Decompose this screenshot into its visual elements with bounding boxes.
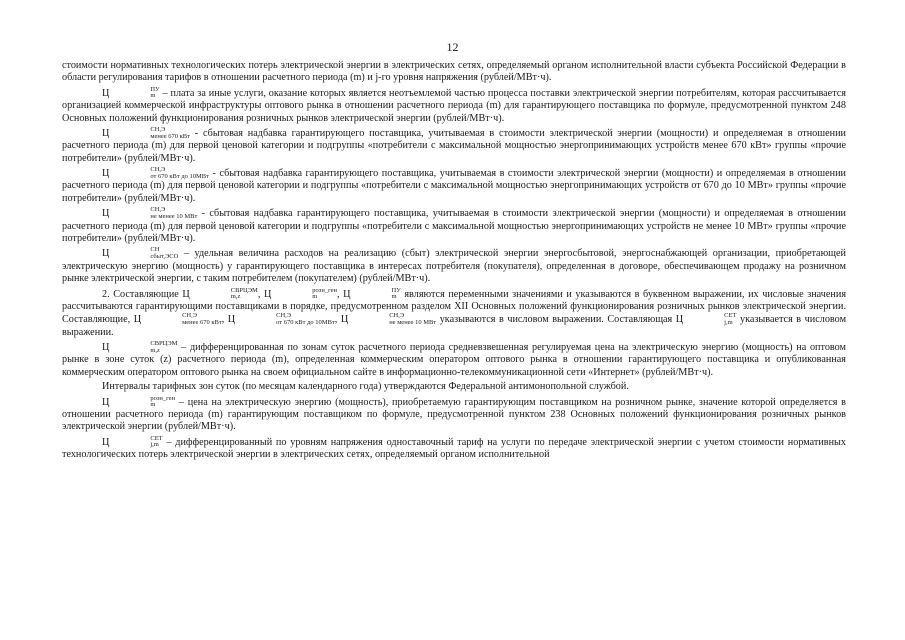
symbol-svrc-def: Ц СВРЦЭМ m,z — [102, 340, 178, 354]
paragraph-sn-670-10: Ц СН,Э от 670 кВт до 10МВт - сбытовая надбавка гарантирующего поставщика, учитываемая в стоимости электрической энергии (мощности) и определяемая в отношении расчетного периода (m) для первой ценовой категории и подгруппы «потребители с максимальной мощностью энергопринимающих устройств от 670 до 10 МВт» группы «прочие потребители» (рублей/МВт·ч). — [62, 166, 847, 204]
symbol-set-def: Ц СЕТ j,m — [102, 434, 163, 449]
symbol-sn-ge10-inline: Ц СН,Э не менее 10 МВт — [340, 312, 437, 326]
symbol-sn-670-10-inline: Ц СН,Э от 670 кВт до 10МВт — [227, 312, 335, 326]
symbol-pu-inline: Ц ПУ m — [343, 286, 401, 301]
paragraph-svrc: Ц СВРЦЭМ m,z – дифференцированная по зонам суток расчетного периода средневзвешенная регулируемая цена на электрическую энергию (мощность) на оптовом рынке в зоне суток (z) расчетного периода (m), определенная коммерческим оператором оптового рынка в отношении гарантирующего поставщика и опубликованная коммерческим оператором оптового рынка на своем официальном сайте в информационно-телекоммуникационной сети «Интернет» (рублей/МВт·ч). — [62, 340, 846, 378]
symbol-set-inline: Ц СЕТ j,m — [675, 312, 737, 326]
paragraph-intervals: Интервалы тарифных зон суток (по месяцам календарного года) утверждаются Федеральной антимонопольной службой. — [102, 381, 629, 393]
document-body — [62, 60, 846, 464]
paragraph-2: 2. Составляющие Ц СВРЦЭМ m,z , Ц розн_ген m , Ц ПУ m являются переменными значениями и указываются в буквенном выражении, их числовые значения рассчитываются гарантирующими поставщиками в порядке, предусмотренном разделом XII Основных положений функционирования розничных рынков электрической энергии. Составляющие, Ц СН,Э менее 670 кВт , Ц СН,Э от 670 кВт до 10МВт , Ц СН,Э не менее 10 МВт указываются в числовом выражении. Составляющая Ц СЕТ j,m указывается в числовом выражении. — [62, 286, 847, 338]
symbol-rozn-def: Ц розн_ген m — [102, 394, 176, 409]
symbol-rozn: Ц розн_ген m — [263, 286, 338, 301]
symbol-sn-ge10: Ц СН,Э не менее 10 МВт — [102, 206, 198, 220]
symbol-sn-lt670-inline: Ц СН,Э менее 670 кВт — [133, 312, 222, 326]
paragraph-1: стоимости нормативных технологических потерь электрической энергии в электрических сетях, определяемый органом исполнительной власти субъекта Российской Федерации в области регулирования тарифов в отношении расчетного периода (m) и j-го уровня напряжения (рублей/МВт·ч). — [62, 60, 846, 84]
symbol-pu: Ц ПУ m — [102, 85, 160, 100]
paragraph-sbyt: Ц СН сбыт,ЭСО – удельная величина расходов на реализацию (сбыт) электрической энергии энергосбытовой, энергоснабжающей организации, приобретающей электрическую энергию (мощность) у гарантирующего поставщика в интересах потребителя (покупателя), определенная в договоре, обеспечивающем продажу на розничном рынке электрической энергии, с таким потребителем (покупателем) (рублей/МВт·ч). — [62, 246, 846, 285]
paragraph-set: Ц СЕТ j,m – дифференцированный по уровням напряжения одноставочный тариф на услуги по передаче электрической энергии с учетом стоимости нормативных технологических потерь электрической энергии в электрических сетях, определяемый органом исполнительной — [62, 434, 846, 461]
page-number: 12 — [446, 40, 459, 54]
paragraph-sn-lt670: Ц СН,Э менее 670 кВт - сбытовая надбавка гарантирующего поставщика, учитываемая в стоимости электрической энергии (мощности) и определяемая в отношении расчетного периода (m) для первой ценовой категории и подгруппы «потребители с максимальной мощностью энергопринимающих устройств менее 670 кВт» группы «прочие потребители» (рублей/МВт·ч). — [62, 125, 846, 164]
symbol-svrc: Ц СВРЦЭМ m,z — [182, 286, 258, 301]
symbol-sn-lt670: Ц СН,Э менее 670 кВт — [102, 125, 190, 140]
paragraph-rozn: Ц розн_ген m – цена на электрическую энергию (мощность), приобретаемую гарантирующим поставщиком на розничном рынке, значение которой определяется в отношении расчетного периода (m) гарантирующим поставщиком по формуле, предусмотренной пунктом 238 Основных положений функционирования розничных рынков электрической энергии (рублей/МВт·ч). — [62, 394, 846, 433]
symbol-sbyt: Ц СН сбыт,ЭСО — [102, 246, 179, 261]
paragraph-sn-ge10: Ц СН,Э не менее 10 МВт - сбытовая надбавка гарантирующего поставщика, учитываемая в стоимости электрической энергии (мощности) и определяемая в отношении расчетного периода (m) для первой ценовой категории и подгруппы «потребители с максимальной мощностью энергопринимающих устройств не менее 10 МВт» группы «прочие потребители» (рублей/МВт·ч). — [62, 206, 847, 245]
paragraph-pu: Ц ПУ m – плата за иные услуги, оказание которых является неотъемлемой частью процесса поставки электрической энергии потребителям, которая рассчитывается организацией коммерческой инфраструктуры оптового рынка в отношении расчетного периода (m) для гарантирующего поставщика по формуле, предусмотренной пунктом 248 Основных положений функционирования розничных рынков электрической энергии (рублей/МВт·ч). — [62, 85, 846, 124]
symbol-sn-670-10: Ц СН,Э от 670 кВт до 10МВт — [102, 166, 209, 180]
